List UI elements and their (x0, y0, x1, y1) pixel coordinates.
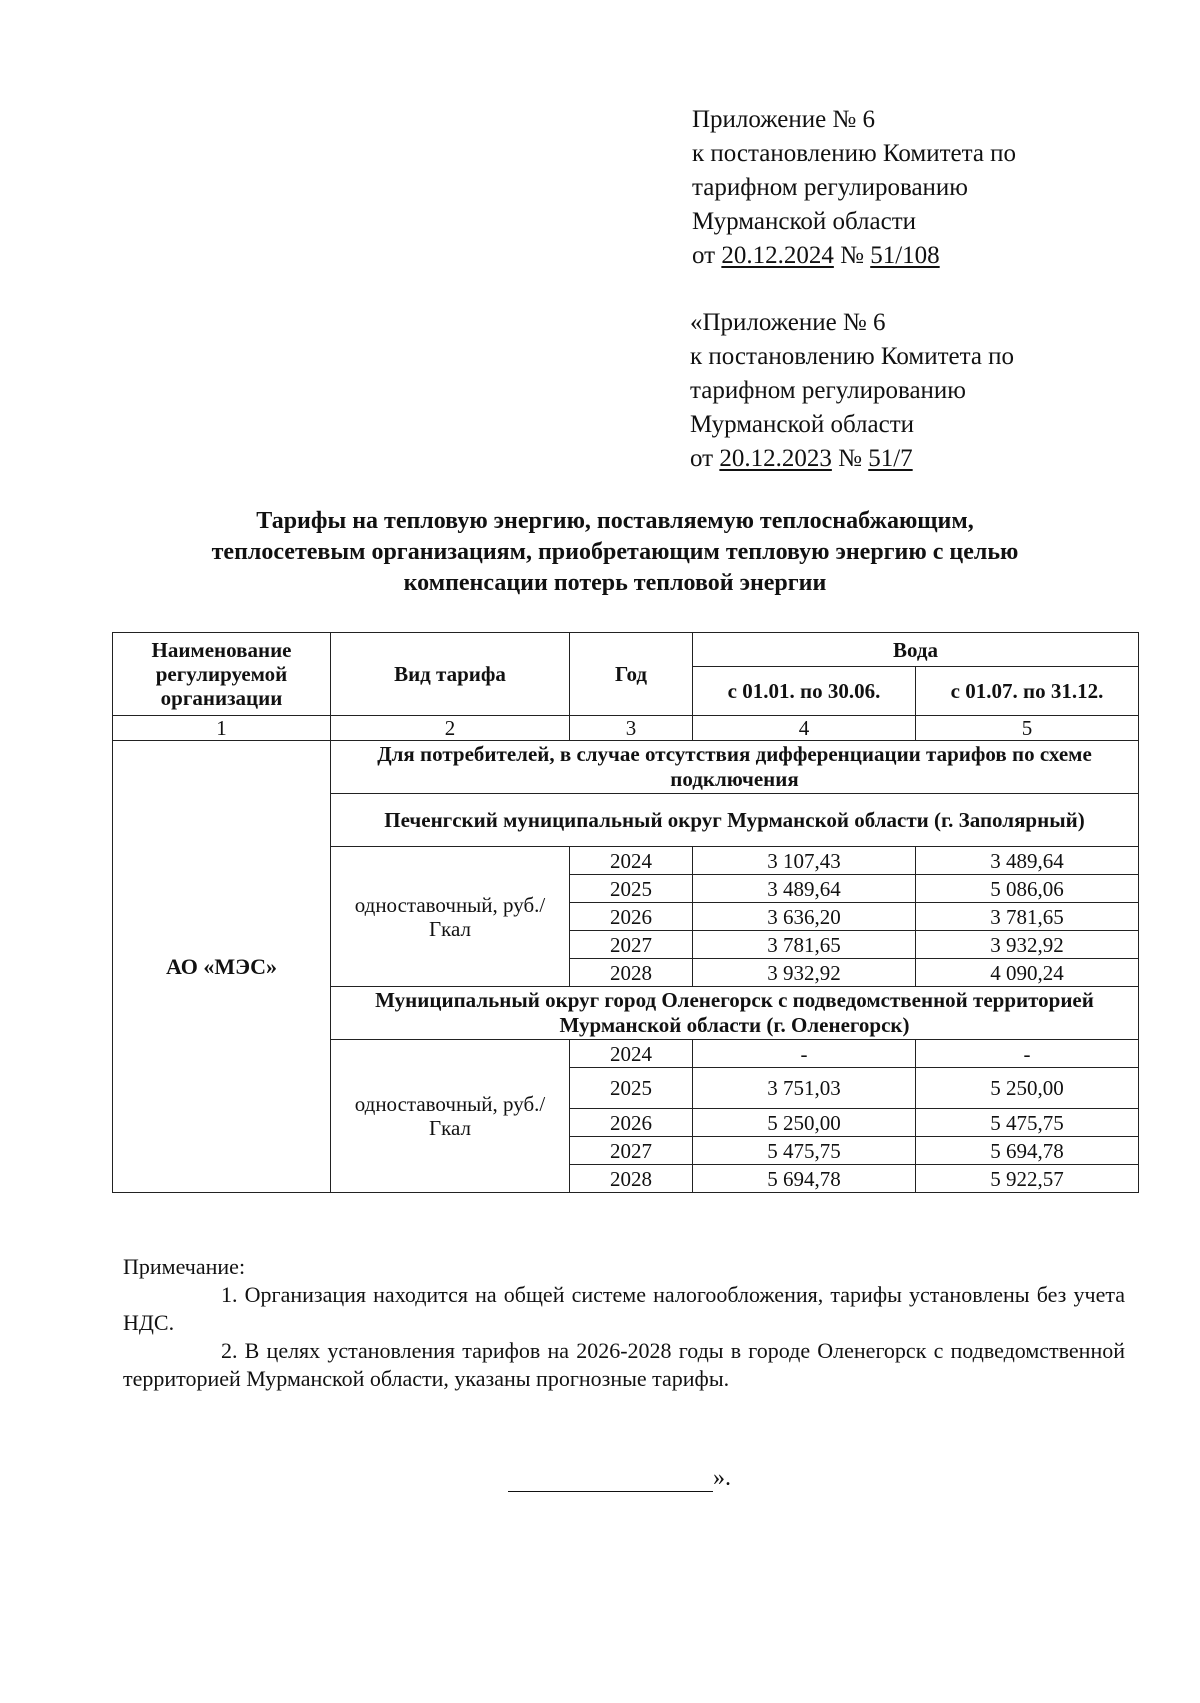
tariff-value-h1: 5 694,78 (693, 1165, 916, 1193)
title-line: компенсации потерь тепловой энергии (403, 570, 827, 596)
tariff-value-h1: 3 751,03 (693, 1068, 916, 1109)
tariff-value-h2: 4 090,24 (916, 959, 1139, 987)
year-cell: 2025 (570, 1068, 693, 1109)
notes-section (123, 1253, 1125, 1393)
year-cell: 2027 (570, 931, 693, 959)
appendix-ref-line: к постановлению Комитета по (692, 140, 1017, 167)
tariff-value-h1: 3 636,20 (693, 903, 916, 931)
appendix-title: «Приложение № 6 (690, 309, 886, 336)
number-prefix: № (831, 445, 869, 472)
date-prefix: от (692, 242, 722, 269)
appendix-ref-line: тарифном регулированию (690, 377, 966, 404)
notes-heading: Примечание: (123, 1254, 246, 1279)
tariff-value-h1: 3 932,92 (693, 959, 916, 987)
column-number: 5 (916, 716, 1139, 741)
document-title (110, 506, 1120, 599)
tariff-value-h1: 3 781,65 (693, 931, 916, 959)
section-consumers: Для потребителей, в случае отсутствия дифференциации тарифов по схеме подключения (331, 741, 1139, 794)
header-water: Вода (693, 633, 1139, 667)
tariff-value-h2: 5 475,75 (916, 1109, 1139, 1137)
tariff-value-h2: - (916, 1040, 1139, 1068)
appendix-number: 51/108 (870, 242, 940, 269)
title-line: теплосетевым организациям, приобретающим тепловую энергию с целью (211, 539, 1019, 565)
tariff-value-h2: 5 922,57 (916, 1165, 1139, 1193)
date-prefix: от (690, 445, 720, 472)
appendix-ref-line: Мурманской области (692, 208, 917, 235)
year-cell: 2028 (570, 959, 693, 987)
section-row (113, 741, 1139, 794)
appendix-title: Приложение № 6 (692, 106, 876, 133)
number-prefix: № (833, 242, 871, 269)
tariff-type: одноставочный, руб./Гкал (331, 1040, 570, 1193)
tariff-value-h2: 5 694,78 (916, 1137, 1139, 1165)
note-item: 2. В целях установления тарифов на 2026-2028 годы в городе Оленегорск с подведомственной территорией Мурманской области, указаны прогнозные тарифы. (123, 1338, 1125, 1391)
organization-name: АО «МЭС» (113, 741, 331, 1193)
signature-line (508, 1467, 713, 1492)
year-cell: 2025 (570, 875, 693, 903)
header-second-half: с 01.07. по 31.12. (916, 667, 1139, 716)
tariff-value-h1: 3 489,64 (693, 875, 916, 903)
tariff-value-h2: 5 086,06 (916, 875, 1139, 903)
appendix-ref-line: к постановлению Комитета по (690, 343, 1015, 370)
year-cell: 2024 (570, 1040, 693, 1068)
column-number: 3 (570, 716, 693, 741)
appendix-ref-line: Мурманской области (690, 411, 915, 438)
appendix-header-current (692, 103, 1016, 273)
column-number: 4 (693, 716, 916, 741)
tariff-value-h1: 5 250,00 (693, 1109, 916, 1137)
header-tariff-type: Вид тарифа (331, 633, 570, 716)
tariff-value-h2: 3 489,64 (916, 847, 1139, 875)
tariff-value-h2: 5 250,00 (916, 1068, 1139, 1109)
area-name-olenegorsk: Муниципальный округ город Оленегорск с подведомственной территорией Мурманской области (г. Оленегорск) (331, 987, 1139, 1040)
tariff-value-h2: 3 932,92 (916, 931, 1139, 959)
column-number: 2 (331, 716, 570, 741)
title-line: Тарифы на тепловую энергию, поставляемую теплоснабжающим, (256, 508, 974, 534)
tariff-value-h1: 3 107,43 (693, 847, 916, 875)
year-cell: 2026 (570, 1109, 693, 1137)
tariff-type: одноставочный, руб./Гкал (331, 847, 570, 987)
tariff-value-h1: 5 475,75 (693, 1137, 916, 1165)
header-first-half: с 01.01. по 30.06. (693, 667, 916, 716)
appendix-number: 51/7 (868, 445, 913, 472)
year-cell: 2027 (570, 1137, 693, 1165)
tariff-table (112, 632, 1139, 1193)
appendix-date-line (690, 442, 1014, 476)
table-header-row (113, 633, 1139, 667)
tariff-value-h1: - (693, 1040, 916, 1068)
year-cell: 2026 (570, 903, 693, 931)
column-number: 1 (113, 716, 331, 741)
area-name-zapolyarny: Печенгский муниципальный округ Мурманской области (г. Заполярный) (331, 794, 1139, 847)
tariff-value-h2: 3 781,65 (916, 903, 1139, 931)
appendix-date-line (692, 239, 1016, 273)
appendix-ref-line: тарифном регулированию (692, 174, 968, 201)
year-cell: 2024 (570, 847, 693, 875)
appendix-date: 20.12.2023 (719, 445, 832, 472)
column-number-row (113, 716, 1139, 741)
header-year: Год (570, 633, 693, 716)
header-org: Наименование регулируемой организации (113, 633, 331, 716)
appendix-header-previous (690, 306, 1014, 476)
note-item: 1. Организация находится на общей системе налогообложения, тарифы установлены без учета НДС. (123, 1282, 1125, 1335)
closing-quote: ». (713, 1465, 731, 1491)
appendix-date: 20.12.2024 (721, 242, 834, 269)
year-cell: 2028 (570, 1165, 693, 1193)
closing-mark (508, 1465, 731, 1492)
